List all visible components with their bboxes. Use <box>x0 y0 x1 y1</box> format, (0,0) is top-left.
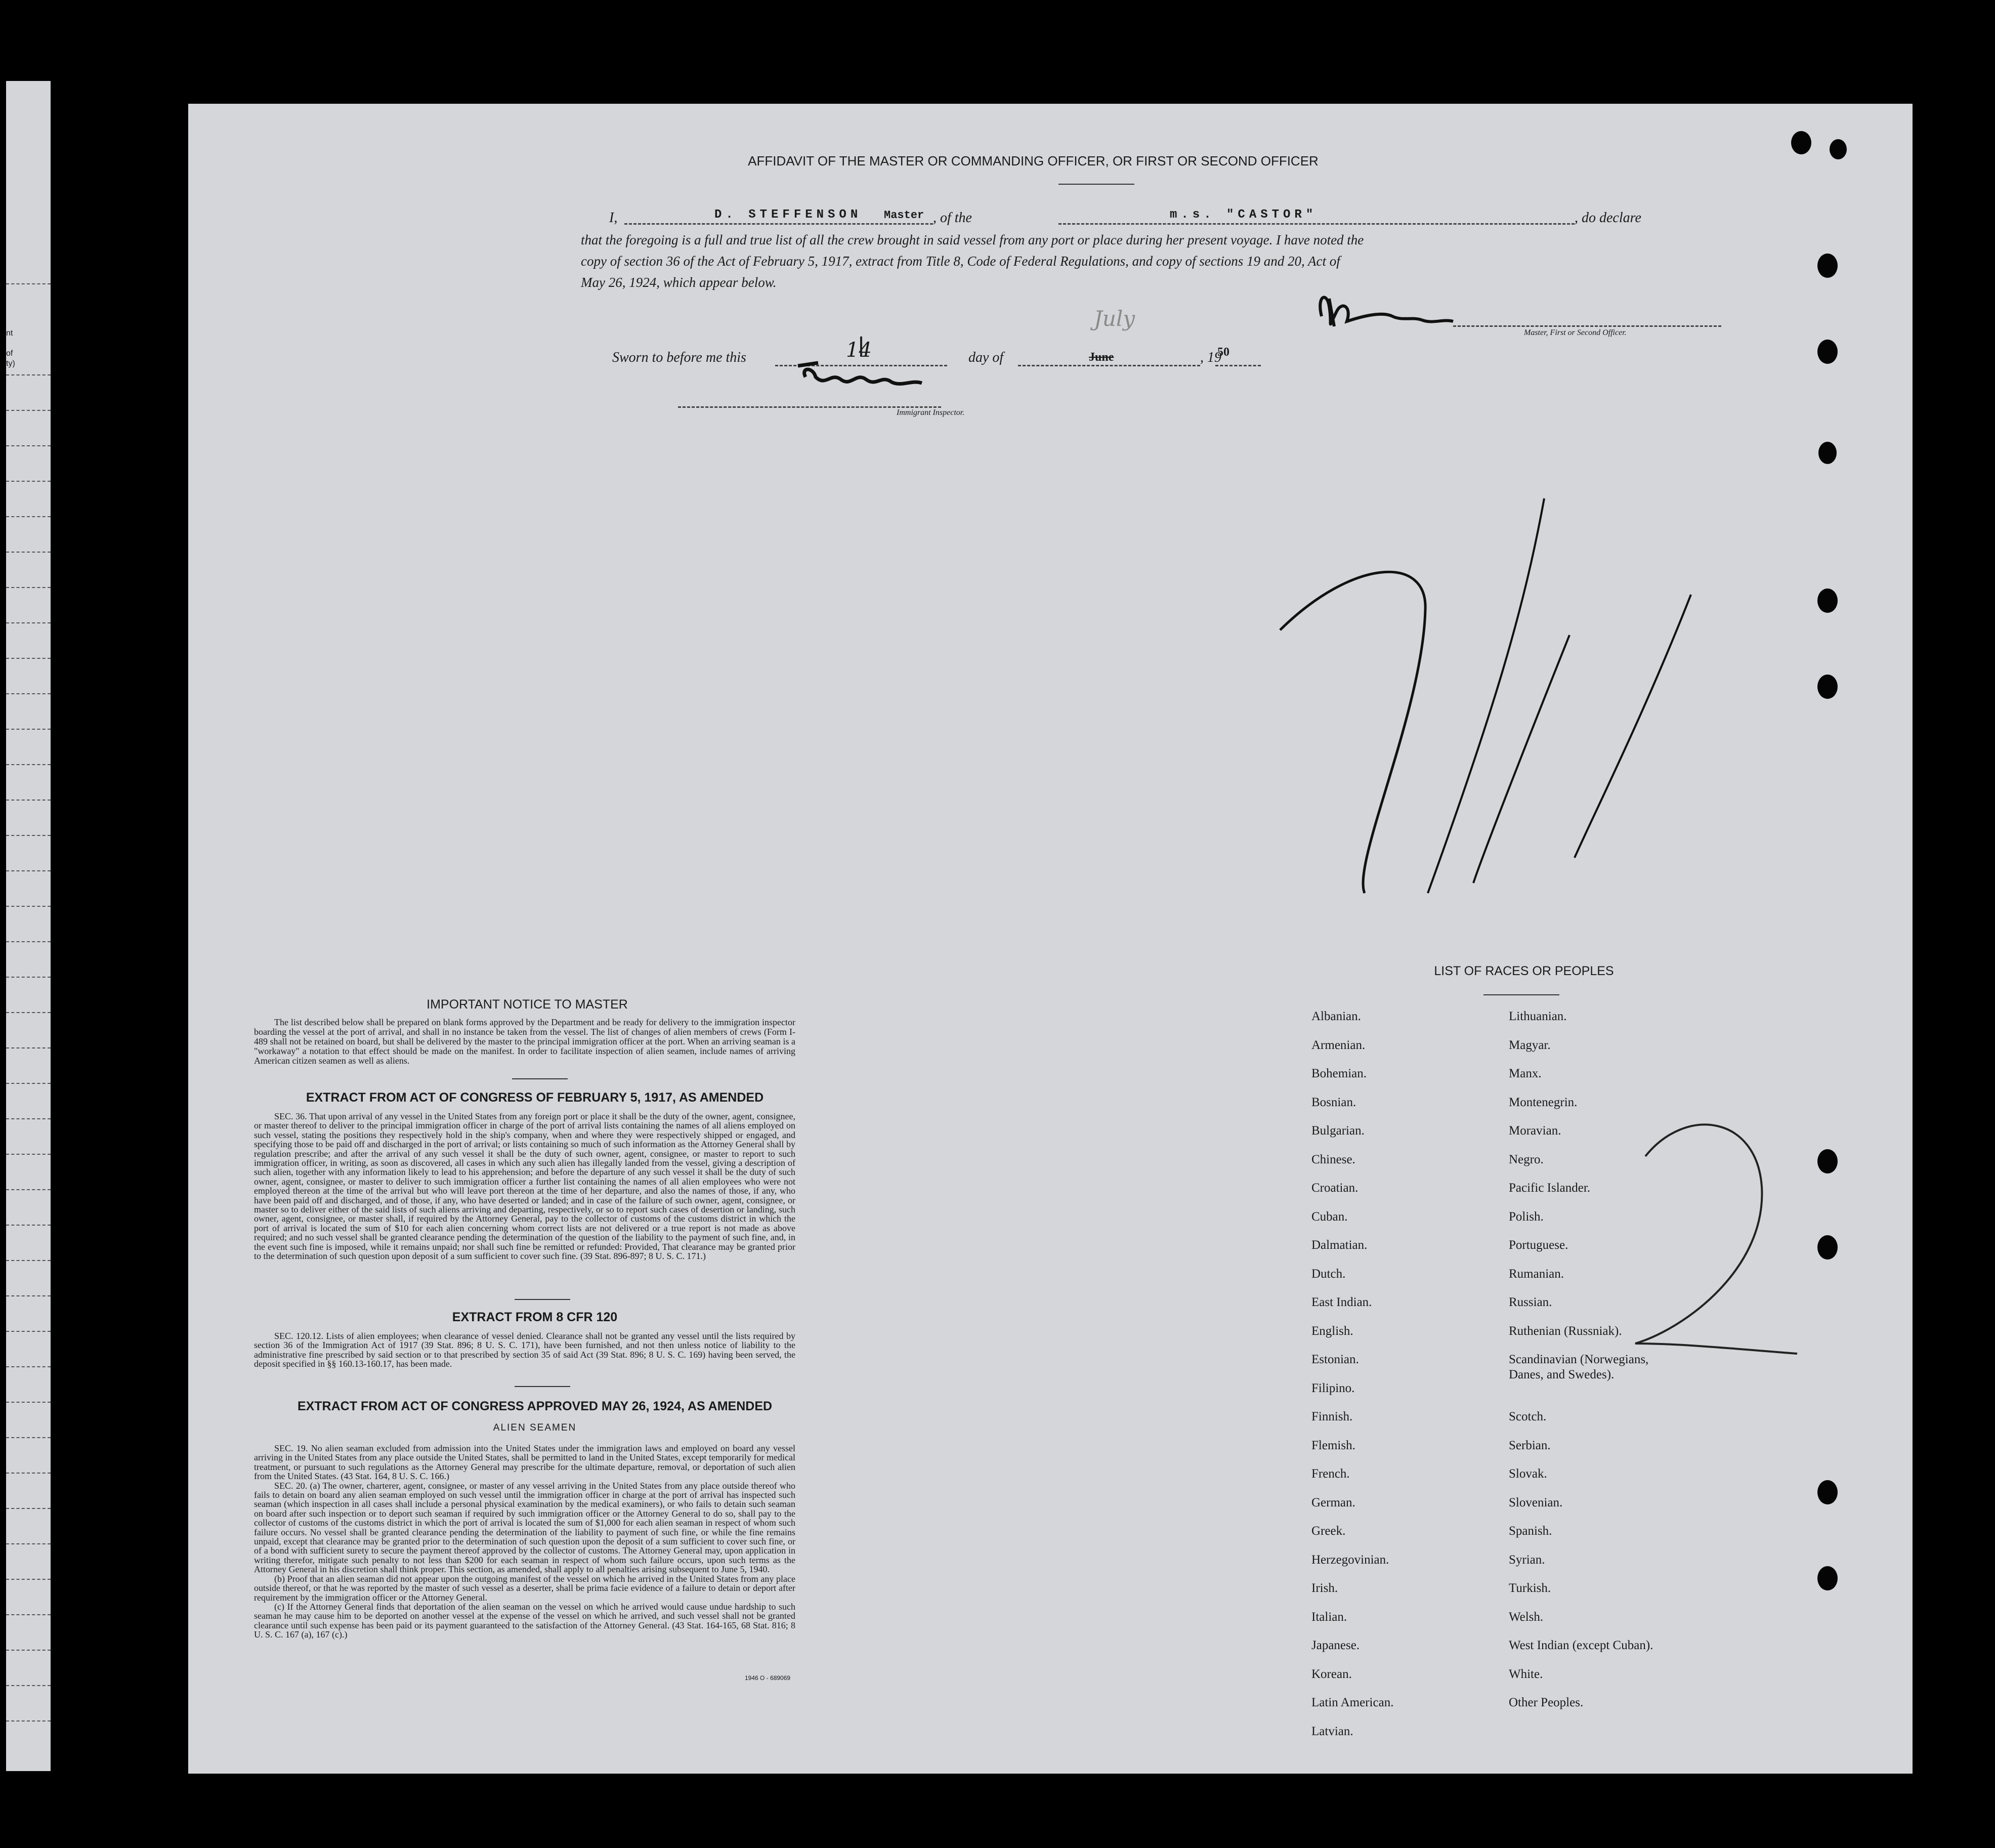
race-item: Turkish. <box>1509 1581 1551 1595</box>
strip-label: ty) <box>6 359 15 368</box>
race-item: Pacific Islander. <box>1509 1181 1591 1195</box>
handwriting-layer <box>188 104 1913 1774</box>
race-item: Scotch. <box>1509 1410 1547 1423</box>
race-item: Dutch. <box>1311 1267 1346 1281</box>
declaration-line: copy of section 36 of the Act of February 5, 1917, extract from Title 8, Code of Federal Regulations, and copy of sections 19 and 20, Act of <box>581 254 1340 269</box>
race-item: Dalmatian. <box>1311 1238 1368 1252</box>
race-item: Irish. <box>1311 1581 1338 1595</box>
race-item: Filipino. <box>1311 1381 1355 1395</box>
inspector-signature <box>798 363 922 384</box>
declaration-line: May 26, 1924, which appear below. <box>581 275 777 290</box>
large-pencil-seven <box>1280 572 1425 893</box>
race-item: Slovenian. <box>1509 1495 1563 1509</box>
race-item: Portuguese. <box>1509 1238 1568 1252</box>
inspector-caption: Immigrant Inspector. <box>897 408 965 417</box>
race-item: Croatian. <box>1311 1181 1359 1195</box>
race-item: Russian. <box>1509 1295 1552 1309</box>
races-title: LIST OF RACES OR PEOPLES <box>1434 964 1614 978</box>
race-item: Moravian. <box>1509 1124 1561 1138</box>
race-item: Slovak. <box>1509 1467 1547 1481</box>
race-item: Ruthenian (Russniak). <box>1509 1324 1622 1338</box>
race-item: East Indian. <box>1311 1295 1372 1309</box>
race-item: Polish. <box>1509 1209 1544 1224</box>
race-item: Magyar. <box>1509 1038 1551 1052</box>
extract-1917-title: EXTRACT FROM ACT OF CONGRESS OF FEBRUARY 5, 1917, AS AMENDED <box>306 1090 764 1105</box>
race-item: Chinese. <box>1311 1152 1355 1166</box>
extract-1924-title: EXTRACT FROM ACT OF CONGRESS APPROVED MAY 26, 1924, AS AMENDED <box>297 1399 773 1413</box>
month-struck: June <box>1089 351 1114 364</box>
declaration-line: that the foregoing is a full and true list of all the crew brought in said vessel from any port or place during her present voyage. I have noted the <box>581 232 1364 247</box>
large-pencil-stroke <box>1473 635 1569 883</box>
race-item: Albanian. <box>1311 1010 1361 1023</box>
race-item: White. <box>1509 1667 1543 1681</box>
race-item: Cuban. <box>1311 1209 1348 1224</box>
race-item: Latvian. <box>1311 1724 1353 1738</box>
race-item: Scandinavian (Norwegians, <box>1509 1353 1649 1366</box>
vessel-name: m.s. "CASTOR" <box>1170 208 1318 222</box>
race-item: Korean. <box>1311 1667 1352 1681</box>
race-item: Other Peoples. <box>1509 1696 1584 1709</box>
of-the-text: , of the <box>933 210 972 226</box>
day-of-text: day of <box>968 350 1004 365</box>
notice-title: IMPORTANT NOTICE TO MASTER <box>427 997 628 1012</box>
print-code: 1946 O - 689069 <box>745 1674 791 1682</box>
extract-cfr-title: EXTRACT FROM 8 CFR 120 <box>452 1310 618 1324</box>
race-item: Negro. <box>1509 1152 1544 1166</box>
race-item: Herzegovinian. <box>1311 1552 1389 1567</box>
race-item: Armenian. <box>1311 1038 1366 1052</box>
race-item: Rumanian. <box>1509 1267 1564 1281</box>
race-item: Finnish. <box>1311 1410 1353 1423</box>
large-pencil-stroke <box>1428 498 1544 893</box>
month-written: July <box>1094 306 1135 331</box>
master-signature <box>1320 298 1453 326</box>
do-declare-text: , do declare <box>1575 210 1641 226</box>
notice-body: The list described below shall be prepared on blank forms approved by the Department and be ready for delivery to the immigration inspector boarding the vessel at the port of arrival, and shall in no instance be taken from the vessel. The list of changes of alien members of crews (Form I-489 shall not be retained on board, but shall be delivered by the master to the principal immigration officer at the port. When an arriving seaman is a "workaway" a notation to that effect should be made on the manifest. In order to facilitate inspection of alien seamen, include names of arriving American citizen seamen as well as aliens. <box>254 1017 795 1066</box>
race-item: Montenegrin. <box>1509 1095 1578 1109</box>
declarant-prefix: I, <box>609 210 618 226</box>
sworn-day: 14 <box>846 339 872 362</box>
document-page <box>188 104 1913 1774</box>
race-item: Italian. <box>1311 1610 1347 1624</box>
sworn-text: Sworn to before me this <box>612 350 746 365</box>
year-prefix: , 19 <box>1200 350 1221 365</box>
extract-cfr-body: SEC. 120.12. Lists of alien employees; when clearance of vessel denied. Clearance shall not be granted any vessel until the lists required by section 36 of the Immigration Act of 1917 (39 Stat. 896; 8 U. S. C. 171), have been furnished, and not then unless notice of liability to the administrative fine prescribed by said section or to that prescribed by section 35 of said Act (39 Stat. 896; 8 U. S. C. 169) having been served, the deposit specified in §§ 160.13-160.17, has been made. <box>254 1331 795 1369</box>
adjacent-page-strip <box>6 81 51 1771</box>
race-item: Syrian. <box>1509 1552 1545 1567</box>
master-name: D. STEFFENSON <box>714 208 862 222</box>
strip-label: of <box>6 349 13 358</box>
master-rank: Master <box>884 209 924 222</box>
race-item: French. <box>1311 1467 1350 1481</box>
signature-caption: Master, First or Second Officer. <box>1524 328 1627 337</box>
race-item: German. <box>1311 1495 1355 1509</box>
alien-seamen-subtitle: ALIEN SEAMEN <box>493 1422 577 1433</box>
year-suffix: 50 <box>1217 346 1229 359</box>
race-item: Lithuanian. <box>1509 1010 1567 1023</box>
race-item: Japanese. <box>1311 1639 1360 1652</box>
extract-1924-body: SEC. 19. No alien seaman excluded from admission into the United States under the immigration laws and employed on board any vessel arriving in the United States from any place outside the United States, shall be permitted to land in the United States, except temporarily for medical treatment, or pursuant to such regulations as the Attorney General may prescribe for the ultimate departure, removal, or deportation of such alien from the United States. (43 Stat. 164, 8 U. S. C. 166.) SEC. 20. (a) The owner, charterer, agent, consignee, or master of any vessel arriving in the United States from any place outside thereof who fails to detain on board any alien seaman employed on such vessel until the immigration officer in charge at the port of arrival has inspected such seaman (which inspection in all cases shall include a personal physical examination by the medical examiners), or who fails to detain such seaman on board after such inspection or to deport such seaman if required by such immigration officer or the Attorney General to do so, shall pay to the collector of customs of the customs district in which the port of arrival is located the sum of $1,000 for each alien seaman in respect of whom such failure occurs. No vessel shall be granted clearance pending the determination of the liability to payment of such fine, or while the fine remains unpaid, except that clearance may be granted prior to the determination of such question upon the deposit of a sum sufficient to cover such fine, or of a bond with sufficient surety to secure the payment thereof approved by the collector of customs. The Attorney General may, upon application in writing therefor, mitigate such penalty to not less than $200 for each seaman in respect of whom such failure occurs, upon such terms as the Attorney General in his discretion shall think proper. This section, as amended, shall apply to all penalties arising subsequent to June 5, 1940. (b) Proof that an alien seaman did not appear upon the outgoing manifest of the vessel on which he arrived in the United States from any place outside thereof, or that he was reported by the master of such vessel as a deserter, shall be prima facie evidence of a failure to detain or deport after requirement by the immigration officer or the Attorney General. (c) If the Attorney General finds that deportation of the alien seaman on the vessel on which he arrived would cause undue hardship to such seaman he may cause him to be deported on another vessel at the expense of the vessel on which he arrived, and such vessel shall not be granted clearance until such expense has been paid or its payment guaranteed to the satisfaction of the Attorney General. (43 Stat. 164-165, 68 Stat. 816; 8 U. S. C. 167 (a), 167 (c).) <box>254 1443 795 1640</box>
race-item: Bulgarian. <box>1311 1124 1365 1138</box>
race-item: Greek. <box>1311 1524 1346 1538</box>
race-item: Bohemian. <box>1311 1067 1367 1080</box>
race-item: Spanish. <box>1509 1524 1552 1538</box>
affidavit-title: AFFIDAVIT OF THE MASTER OR COMMANDING OFFICER, OR FIRST OR SECOND OFFICER <box>748 153 1319 169</box>
large-pencil-stroke <box>1575 595 1691 858</box>
race-item: Estonian. <box>1311 1353 1359 1366</box>
race-item: Flemish. <box>1311 1438 1355 1452</box>
race-item: Serbian. <box>1509 1438 1551 1452</box>
race-item: English. <box>1311 1324 1353 1338</box>
race-item: Danes, and Swedes). <box>1509 1368 1615 1381</box>
race-item: Latin American. <box>1311 1696 1394 1709</box>
race-item: Bosnian. <box>1311 1095 1356 1109</box>
race-item: Manx. <box>1509 1067 1542 1080</box>
race-item: West Indian (except Cuban). <box>1509 1639 1653 1652</box>
extract-1917-body: SEC. 36. That upon arrival of any vessel in the United States from any foreign port or place it shall be the duty of the owner, agent, consignee, or master thereof to deliver to the principal immigration officer in charge of the port of arrival lists containing the names of all aliens employed on such vessel, stating the positions they respectively hold in the ship's company, when and where they were respectively shipped or engaged, and specifying those to be paid off and discharged in the port of arrival; or lists containing so much of such information as the Attorney General shall by regulation prescribe; and after the arrival of any such vessel it shall be the duty of such owner, agent, consignee, or master to report to such immigration officer, in writing, as soon as discovered, all cases in which any such alien has illegally landed from the vessel, giving a description of such alien, together with any information likely to lead to his apprehension; and before the departure of any such vessel it shall be the duty of such owner, agent, consignee, or master to deliver to such immigration officer a further list containing the names of all alien employees who were not employed thereon at the time of the arrival but who will leave port thereon at the time of her departure, and also the names of those, if any, who have been paid off and discharged, and of those, if any, who have deserted or landed; and in case of the failure of such owner, agent, consignee, or master so to deliver either of the said lists of such aliens arriving and departing, respectively, or so to report such cases of desertion or landing, such owner, agent, consignee, or master shall, if required by the Attorney General, pay to the collector of customs of the customs district in which the port of arrival is located the sum of $10 for each alien concerning whom correct lists are not delivered or a true report is not made as above required; and no such vessel shall be granted clearance pending the determination of the question of the liability to the payment of such fine, and, in the event such fine is imposed, while it remains unpaid; nor shall such fine be remitted or refunded: Provided, That clearance may be granted prior to the determination of such question upon deposit of a sum sufficient to cover such fine. (39 Stat. 896-897; 8 U. S. C. 171.) <box>254 1111 795 1262</box>
race-item: Welsh. <box>1509 1610 1544 1624</box>
strip-label: nt <box>6 329 13 338</box>
